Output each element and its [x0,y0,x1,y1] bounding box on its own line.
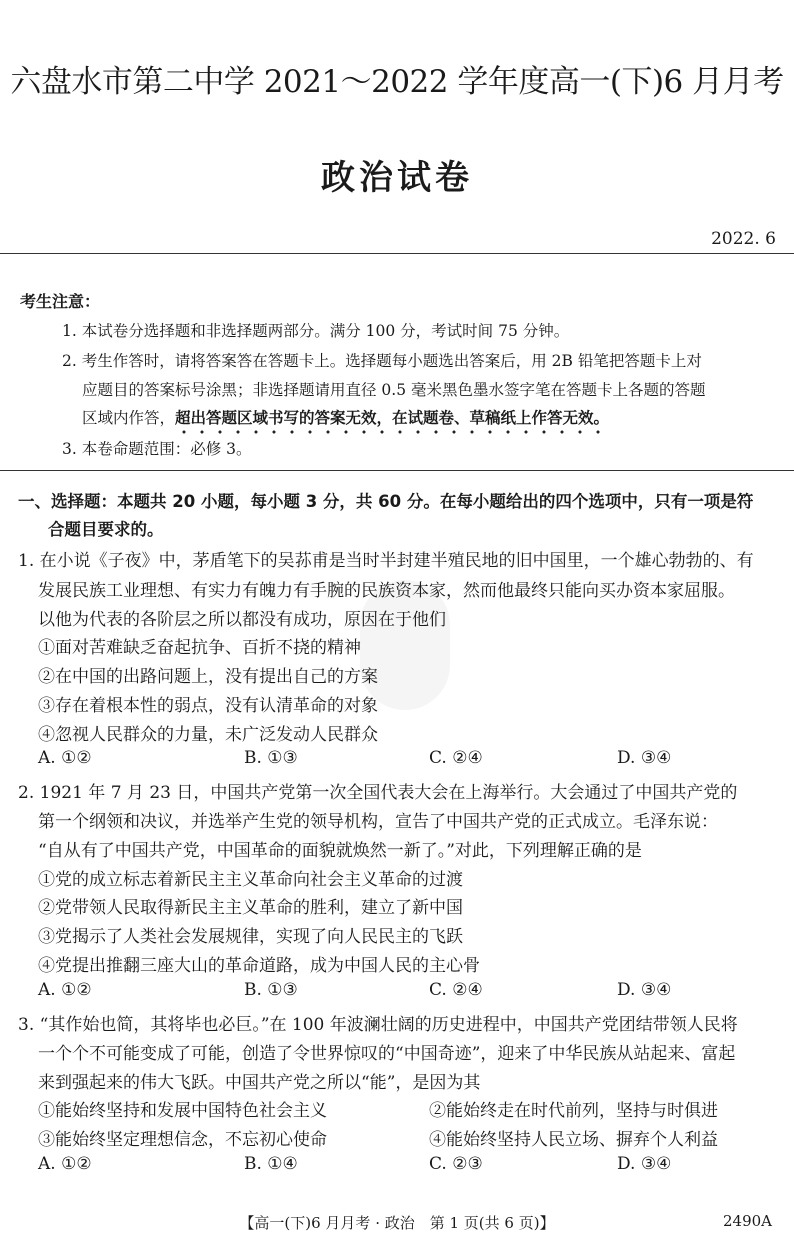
q2-line-2: 第一个纲领和决议，并选举产生党的领导机构，宣告了中国共产党的正式成立。毛泽东说： [38,812,718,832]
q2-option-d[interactable]: D. ③④ [617,980,672,1000]
q1-line-1: 1. 在小说《子夜》中，茅盾笔下的吴荪甫是当时半封建半殖民地的旧中国里，一个雄心勃勃的、有 [18,551,754,571]
q1-statement-3: ③存在着根本性的弱点，没有认清革命的对象 [38,696,378,716]
q3-statement-2: ②能始终走在时代前列，坚持与时俱进 [429,1101,718,1121]
notice-item-2-line-3 [82,406,609,428]
q1-option-d[interactable]: D. ③④ [617,748,672,768]
exam-title: 六盘水市第二中学 2021～2022 学年度高一(下)6 月月考 [10,64,784,100]
q2-option-a[interactable]: A. ①② [38,980,92,1000]
q2-statement-3: ③党揭示了人类社会发展规律，实现了向人民民主的飞跃 [38,927,463,947]
q2-option-b[interactable]: B. ①③ [244,980,298,1000]
q1-option-b[interactable]: B. ①③ [244,748,298,768]
q3-statement-1: ①能始终坚持和发展中国特色社会主义 [38,1101,327,1121]
q1-line-2: 发展民族工业理想、有实力有魄力有手腕的民族资本家，然而他最终只能向买办资本家屈服。 [38,581,735,601]
exam-code: 2490A [722,1212,772,1230]
q3-statement-3: ③能始终坚定理想信念，不忘初心使命 [38,1130,327,1150]
exam-subtitle: 政治试卷 [321,158,473,198]
notice-item-2-line-1: 2. 考生作答时，请将答案答在答题卡上。选择题每小题选出答案后，用 2B 铅笔把答题卡上对 [62,352,702,370]
q3-option-b[interactable]: B. ①④ [244,1154,298,1174]
notice-divider [0,470,794,471]
section-heading [18,488,753,512]
q1-line-3: 以他为代表的各阶层之所以都没有成功，原因在于他们 [38,610,446,630]
q3-line-3: 来到强起来的伟大飞跃。中国共产党之所以“能”，是因为其 [38,1073,481,1093]
q1-statement-1: ①面对苦难缺乏奋起抗争、百折不挠的精神 [38,638,361,658]
q3-option-d[interactable]: D. ③④ [617,1154,672,1174]
q1-statement-2: ②在中国的出路问题上，没有提出自己的方案 [38,667,378,687]
q2-statement-1: ①党的成立标志着新民主主义革命向社会主义革命的过渡 [38,870,463,890]
q2-line-1: 2. 1921 年 7 月 23 日，中国共产党第一次全国代表大会在上海举行。大会通过了中国共产党的 [18,783,738,803]
notice-item-2-line-3-prefix: 区域内作答， [82,409,176,427]
notice-heading: 考生注意： [20,292,101,311]
q1-option-a[interactable]: A. ①② [38,748,92,768]
q3-line-1: 3. “其作始也简，其将毕也必巨。”在 100 年波澜壮阔的历史进程中，中国共产党团结带领人民将 [18,1015,738,1035]
notice-item-3: 3. 本卷命题范围：必修 3。 [62,440,252,458]
section-heading-prefix: 一、选择题：本题共 20 小题，每小题 3 分，共 60 分。 [18,492,440,511]
q2-statement-4: ④党提出推翻三座大山的革命道路，成为中国人民的主心骨 [38,956,480,976]
q2-option-c[interactable]: C. ②④ [429,980,483,1000]
q2-line-3: “自从有了中国共产党，中国革命的面貌就焕然一新了。”对此，下列理解正确的是 [38,841,642,861]
q3-line-2: 一个个不可能变成了可能，创造了令世界惊叹的“中国奇迹”，迎来了中华民族从站起来、富起 [38,1044,736,1064]
page-footer: 【高一(下)6 月月考 · 政治 第 1 页(共 6 页)】 [239,1214,555,1232]
q2-statement-2: ②党带领人民取得新民主主义革命的胜利，建立了新中国 [38,898,463,918]
q3-option-a[interactable]: A. ①② [38,1154,92,1174]
notice-emphasis: 超出答题区域书写的答案无效，在试题卷、草稿纸上作答无效。 [175,409,609,435]
section-heading-bold: 在每小题给出的四个选项中，只有一项是符 [439,492,754,511]
section-heading-line-2: 合题目要求的。 [48,520,164,539]
q1-statement-4: ④忽视人民群众的力量，未广泛发动人民群众 [38,725,378,745]
q3-option-c[interactable]: C. ②③ [429,1154,483,1174]
exam-date: 2022. 6 [711,229,776,249]
q3-statement-4: ④能始终坚持人民立场、摒弃个人利益 [429,1130,718,1150]
header-divider [0,253,794,254]
notice-item-1: 1. 本试卷分选择题和非选择题两部分。满分 100 分，考试时间 75 分钟。 [62,322,570,340]
q1-option-c[interactable]: C. ②④ [429,748,483,768]
notice-item-2-line-2: 应题目的答案标号涂黑；非选择题请用直径 0.5 毫米黑色墨水签字笔在答题卡上各题的答题 [82,381,706,399]
